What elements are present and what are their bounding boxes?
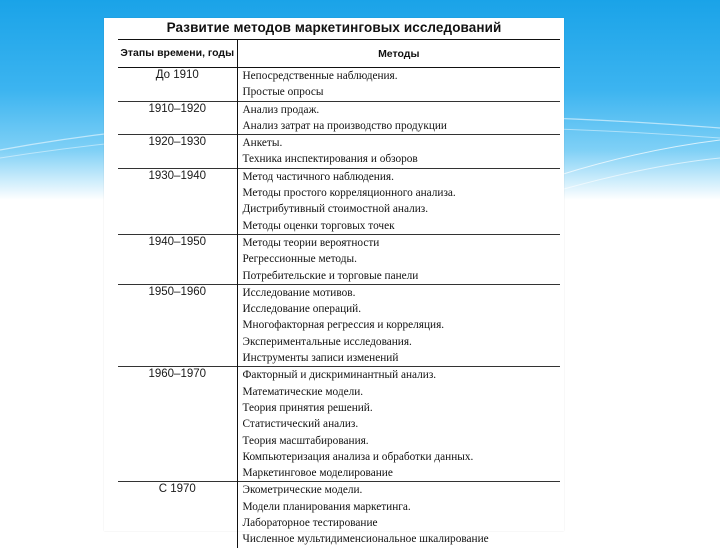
methods-cell bbox=[237, 101, 560, 135]
methods-cell bbox=[237, 168, 560, 234]
table-row bbox=[118, 367, 560, 482]
period-cell: С 1970 bbox=[118, 482, 237, 548]
method-item: Теория масштабирования. bbox=[242, 434, 369, 447]
table-row bbox=[118, 101, 560, 135]
method-item: Компьютеризация анализа и обработки данных. bbox=[242, 450, 474, 463]
method-item: Маркетинговое моделирование bbox=[242, 467, 393, 480]
method-item: Непосредственные наблюдения. bbox=[242, 70, 398, 82]
method-item: Дистрибутивный стоимостной анализ. bbox=[242, 203, 429, 216]
method-item: Статистический анализ. bbox=[242, 418, 359, 431]
method-item: Теория принятия решений. bbox=[242, 401, 373, 414]
method-item: Методы теории вероятности bbox=[242, 236, 380, 249]
method-item: Численное мультидименсиональное шкалирование bbox=[242, 533, 489, 546]
period-cell: 1910–1920 bbox=[118, 101, 237, 135]
table-row bbox=[118, 284, 560, 366]
method-item: Регрессионные методы. bbox=[242, 253, 357, 266]
period-cell: 1940–1950 bbox=[118, 234, 237, 284]
method-item: Многофакторная регрессия и корреляция. bbox=[242, 319, 445, 332]
method-item: Метод частичного наблюдения. bbox=[242, 170, 394, 183]
table-body bbox=[118, 68, 560, 548]
period-cell: 1930–1940 bbox=[118, 168, 237, 234]
method-item: Методы оценки торговых точек bbox=[242, 219, 395, 232]
methods-cell bbox=[237, 284, 560, 366]
methods-cell bbox=[237, 482, 560, 548]
method-item: Техника инспектирования и обзоров bbox=[242, 153, 418, 166]
methods-table bbox=[118, 39, 560, 548]
method-item: Модели планирования маркетинга. bbox=[242, 500, 411, 513]
method-item: Потребительские и торговые панели bbox=[242, 269, 419, 282]
method-item: Математические модели. bbox=[242, 385, 364, 398]
period-cell: 1960–1970 bbox=[118, 367, 237, 482]
method-item: Экспериментальные исследования. bbox=[242, 335, 412, 348]
method-item: Инструменты записи изменений bbox=[242, 352, 399, 365]
method-item: Лабораторное тестирование bbox=[242, 517, 378, 530]
method-item: Анализ продаж. bbox=[242, 103, 320, 116]
table-row bbox=[118, 68, 560, 102]
methods-cell bbox=[237, 68, 560, 102]
method-item: Анализ затрат на производство продукции bbox=[242, 119, 447, 132]
method-item: Исследование мотивов. bbox=[242, 286, 356, 299]
methods-cell bbox=[237, 367, 560, 482]
table-row bbox=[118, 168, 560, 234]
table-row bbox=[118, 135, 560, 169]
method-item: Простые опросы bbox=[242, 86, 324, 99]
scanned-document bbox=[104, 18, 564, 546]
period-cell: 1950–1960 bbox=[118, 284, 237, 366]
method-item: Методы простого корреляционного анализа. bbox=[242, 187, 456, 200]
method-item: Исследование операций. bbox=[242, 303, 362, 316]
method-item: Факторный и дискриминантный анализ. bbox=[242, 369, 437, 382]
period-cell: До 1910 bbox=[118, 68, 237, 102]
document-title: Развитие методов маркетинговых исследований bbox=[166, 20, 502, 35]
method-item: Анкеты. bbox=[242, 137, 283, 150]
methods-cell bbox=[237, 135, 560, 169]
methods-cell bbox=[237, 234, 560, 284]
header-period: Этапы времени, годы bbox=[118, 40, 237, 68]
table-row bbox=[118, 234, 560, 284]
table-header-row bbox=[118, 40, 560, 68]
table-row bbox=[118, 482, 560, 548]
period-cell: 1920–1930 bbox=[118, 135, 237, 169]
header-methods: Методы bbox=[237, 40, 560, 68]
method-item: Экометрические модели. bbox=[242, 484, 363, 497]
